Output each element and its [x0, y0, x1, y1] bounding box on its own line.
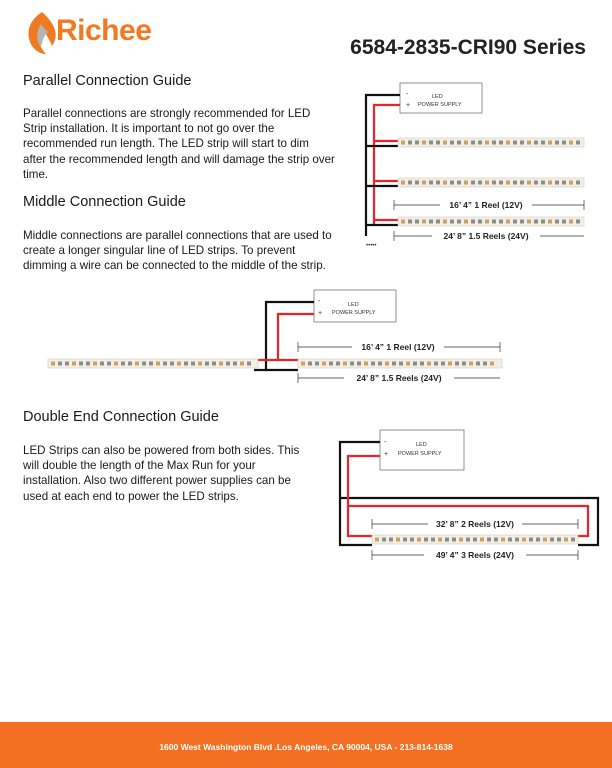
psu-plus: + [384, 451, 389, 458]
led-chip [464, 181, 468, 185]
psu-label: LED [416, 442, 427, 448]
led-chip [455, 362, 459, 366]
led-chip [527, 141, 531, 145]
led-chip [492, 141, 496, 145]
led-chip [527, 181, 531, 185]
led-chip [322, 362, 326, 366]
led-chip [513, 181, 517, 185]
psu-minus: - [406, 91, 409, 98]
led-chip [457, 181, 461, 185]
led-chip [534, 181, 538, 185]
led-chip [448, 362, 452, 366]
led-chip [466, 538, 470, 542]
led-chip [240, 362, 244, 366]
led-chip [301, 362, 305, 366]
continuation-dots: ••••• [366, 243, 377, 249]
led-chip [431, 538, 435, 542]
led-chip [422, 141, 426, 145]
led-chip [385, 362, 389, 366]
led-chip [142, 362, 146, 366]
led-chip [485, 181, 489, 185]
led-chip [541, 181, 545, 185]
led-chip [308, 362, 312, 366]
middle-heading: Middle Connection Guide [23, 194, 186, 210]
middle-diagram [48, 290, 502, 383]
led-chip [184, 362, 188, 366]
led-chip [494, 538, 498, 542]
led-chip [469, 362, 473, 366]
text-line: time. [23, 167, 49, 181]
led-chip [529, 538, 533, 542]
led-chip [555, 220, 559, 224]
brand-name: Richee [56, 14, 152, 47]
led-chip [406, 362, 410, 366]
led-chip [490, 362, 494, 366]
parallel-diagram [366, 83, 584, 249]
footer-address: 1600 West Washington Blvd .Los Angeles, CA 90004, USA - 213-814-1638 [159, 742, 453, 752]
led-chip [548, 141, 552, 145]
led-chip [375, 538, 379, 542]
led-chip [501, 538, 505, 542]
led-chip [114, 362, 118, 366]
led-chip [471, 220, 475, 224]
led-chip [438, 538, 442, 542]
psu-minus: - [384, 439, 387, 446]
led-chip [443, 181, 447, 185]
led-chip [476, 362, 480, 366]
led-chip [100, 362, 104, 366]
led-chip [541, 141, 545, 145]
led-chip [170, 362, 174, 366]
run-length-24v: 49’ 4” 3 Reels (24V) [436, 550, 514, 560]
led-chip [562, 181, 566, 185]
run-length-24v: 24’ 8” 1.5 Reels (24V) [443, 231, 529, 241]
led-chip [371, 362, 375, 366]
led-chip [329, 362, 333, 366]
led-chip [520, 141, 524, 145]
led-chip [478, 220, 482, 224]
wire-negative [340, 442, 380, 545]
led-chip [471, 141, 475, 145]
led-chip [378, 362, 382, 366]
led-chip [443, 141, 447, 145]
text-line: dimming a wire can be connected to the middle of the strip. [23, 259, 326, 273]
led-chip [569, 181, 573, 185]
led-chip [527, 220, 531, 224]
led-strip [298, 359, 502, 368]
led-chip [441, 362, 445, 366]
led-chip [247, 362, 251, 366]
led-chip [415, 141, 419, 145]
led-chip [226, 362, 230, 366]
text-line: installation. Also two different power supplies can be [23, 474, 291, 488]
wire-negative [366, 95, 400, 236]
led-chip [219, 362, 223, 366]
led-chip [415, 181, 419, 185]
led-chip [51, 362, 55, 366]
led-chip [478, 181, 482, 185]
led-chip [513, 141, 517, 145]
led-chip [58, 362, 62, 366]
led-chip [541, 220, 545, 224]
led-chip [93, 362, 97, 366]
led-chip [515, 538, 519, 542]
led-chip [401, 141, 405, 145]
psu-label: LED [432, 94, 443, 100]
led-chip [492, 220, 496, 224]
text-line: will double the length of the Max Run for your [23, 459, 256, 473]
led-chip [429, 141, 433, 145]
led-chip [149, 362, 153, 366]
led-chip [576, 141, 580, 145]
led-chip [462, 362, 466, 366]
led-chip [436, 141, 440, 145]
led-chip [401, 220, 405, 224]
text-line: Middle connections are parallel connections that are used to [23, 229, 332, 242]
led-chip [135, 362, 139, 366]
led-chip [464, 220, 468, 224]
led-chip [555, 181, 559, 185]
text-line: LED Strips can also be powered from both sides. This [23, 444, 300, 457]
led-chip [205, 362, 209, 366]
led-chip [548, 181, 552, 185]
run-length-12v: 16’ 4” 1 Reel (12V) [361, 342, 435, 352]
led-strip [398, 178, 584, 187]
led-chip [499, 141, 503, 145]
led-chip [65, 362, 69, 366]
led-chip [550, 538, 554, 542]
run-length-12v: 32’ 8” 2 Reels (12V) [436, 519, 514, 529]
led-chip [410, 538, 414, 542]
led-chip [401, 181, 405, 185]
led-strip [398, 217, 584, 226]
psu-plus: + [406, 102, 411, 109]
led-chip [436, 181, 440, 185]
led-chip [450, 181, 454, 185]
led-chip [480, 538, 484, 542]
led-chip [364, 362, 368, 366]
led-chip [343, 362, 347, 366]
led-chip [492, 181, 496, 185]
led-chip [557, 538, 561, 542]
led-chip [422, 181, 426, 185]
footer-bar [0, 722, 612, 768]
led-chip [408, 181, 412, 185]
led-chip [555, 141, 559, 145]
double-end-diagram [340, 430, 598, 560]
psu-minus: - [318, 298, 321, 305]
led-chip [522, 538, 526, 542]
led-chip [576, 181, 580, 185]
led-chip [506, 220, 510, 224]
led-chip [450, 220, 454, 224]
led-chip [508, 538, 512, 542]
led-chip [534, 220, 538, 224]
led-chip [562, 220, 566, 224]
led-chip [408, 141, 412, 145]
led-chip [506, 181, 510, 185]
led-chip [571, 538, 575, 542]
led-chip [233, 362, 237, 366]
led-chip [452, 538, 456, 542]
wire-positive [374, 105, 400, 224]
led-chip [350, 362, 354, 366]
led-chip [520, 220, 524, 224]
led-chip [429, 181, 433, 185]
led-chip [177, 362, 181, 366]
led-chip [107, 362, 111, 366]
led-chip [499, 181, 503, 185]
led-chip [422, 220, 426, 224]
parallel-heading: Parallel Connection Guide [23, 73, 192, 89]
text-line: after the recommended length and will damage the strip over [23, 152, 335, 166]
led-chip [389, 538, 393, 542]
psu-plus: + [318, 310, 323, 317]
led-chip [443, 220, 447, 224]
led-chip [543, 538, 547, 542]
power-supply-box [380, 430, 464, 470]
led-chip [403, 538, 407, 542]
led-strip [398, 138, 584, 147]
double-heading: Double End Connection Guide [23, 409, 219, 425]
led-chip [413, 362, 417, 366]
text-line: Parallel connections are strongly recommended for LED [23, 107, 311, 120]
psu-label: POWER SUPPLY [398, 451, 442, 457]
led-chip [485, 141, 489, 145]
led-chip [415, 220, 419, 224]
led-chip [121, 362, 125, 366]
led-chip [471, 181, 475, 185]
led-chip [191, 362, 195, 366]
wire-positive [278, 314, 314, 360]
led-chip [198, 362, 202, 366]
text-line: used at each end to power the LED strips. [23, 489, 239, 503]
led-chip [464, 141, 468, 145]
led-chip [457, 220, 461, 224]
led-chip [450, 141, 454, 145]
led-chip [569, 220, 573, 224]
led-strip [372, 535, 578, 544]
led-strip [48, 359, 258, 368]
led-chip [534, 141, 538, 145]
led-chip [399, 362, 403, 366]
led-chip [417, 538, 421, 542]
psu-label: POWER SUPPLY [332, 310, 376, 316]
led-chip [357, 362, 361, 366]
led-chip [487, 538, 491, 542]
led-chip [86, 362, 90, 366]
led-chip [424, 538, 428, 542]
led-chip [562, 141, 566, 145]
led-chip [212, 362, 216, 366]
text-line: recommended run length. The LED strip will start to dim [23, 137, 309, 151]
led-chip [396, 538, 400, 542]
led-chip [315, 362, 319, 366]
text-line: Strip installation. It is important to not go over the [23, 122, 275, 136]
led-chip [576, 220, 580, 224]
led-chip [536, 538, 540, 542]
led-chip [382, 538, 386, 542]
led-chip [564, 538, 568, 542]
led-chip [427, 362, 431, 366]
led-chip [485, 220, 489, 224]
led-chip [392, 362, 396, 366]
led-chip [429, 220, 433, 224]
led-chip [473, 538, 477, 542]
led-chip [569, 141, 573, 145]
led-chip [506, 141, 510, 145]
led-chip [457, 141, 461, 145]
led-chip [434, 362, 438, 366]
psu-label: LED [348, 302, 359, 308]
psu-label: POWER SUPPLY [418, 102, 462, 108]
led-chip [436, 220, 440, 224]
series-title: 6584-2835-CRI90 Series [350, 36, 586, 59]
led-chip [420, 362, 424, 366]
led-chip [483, 362, 487, 366]
led-chip [520, 181, 524, 185]
led-chip [459, 538, 463, 542]
led-chip [408, 220, 412, 224]
led-chip [445, 538, 449, 542]
led-chip [548, 220, 552, 224]
led-chip [128, 362, 132, 366]
led-chip [72, 362, 76, 366]
led-chip [499, 220, 503, 224]
led-chip [156, 362, 160, 366]
led-chip [79, 362, 83, 366]
text-line: create a longer singular line of LED strips. To prevent [23, 244, 296, 258]
led-chip [336, 362, 340, 366]
led-chip [513, 220, 517, 224]
led-chip [478, 141, 482, 145]
led-chip [163, 362, 167, 366]
run-length-12v: 16’ 4” 1 Reel (12V) [449, 200, 523, 210]
run-length-24v: 24’ 8” 1.5 Reels (24V) [356, 373, 442, 383]
